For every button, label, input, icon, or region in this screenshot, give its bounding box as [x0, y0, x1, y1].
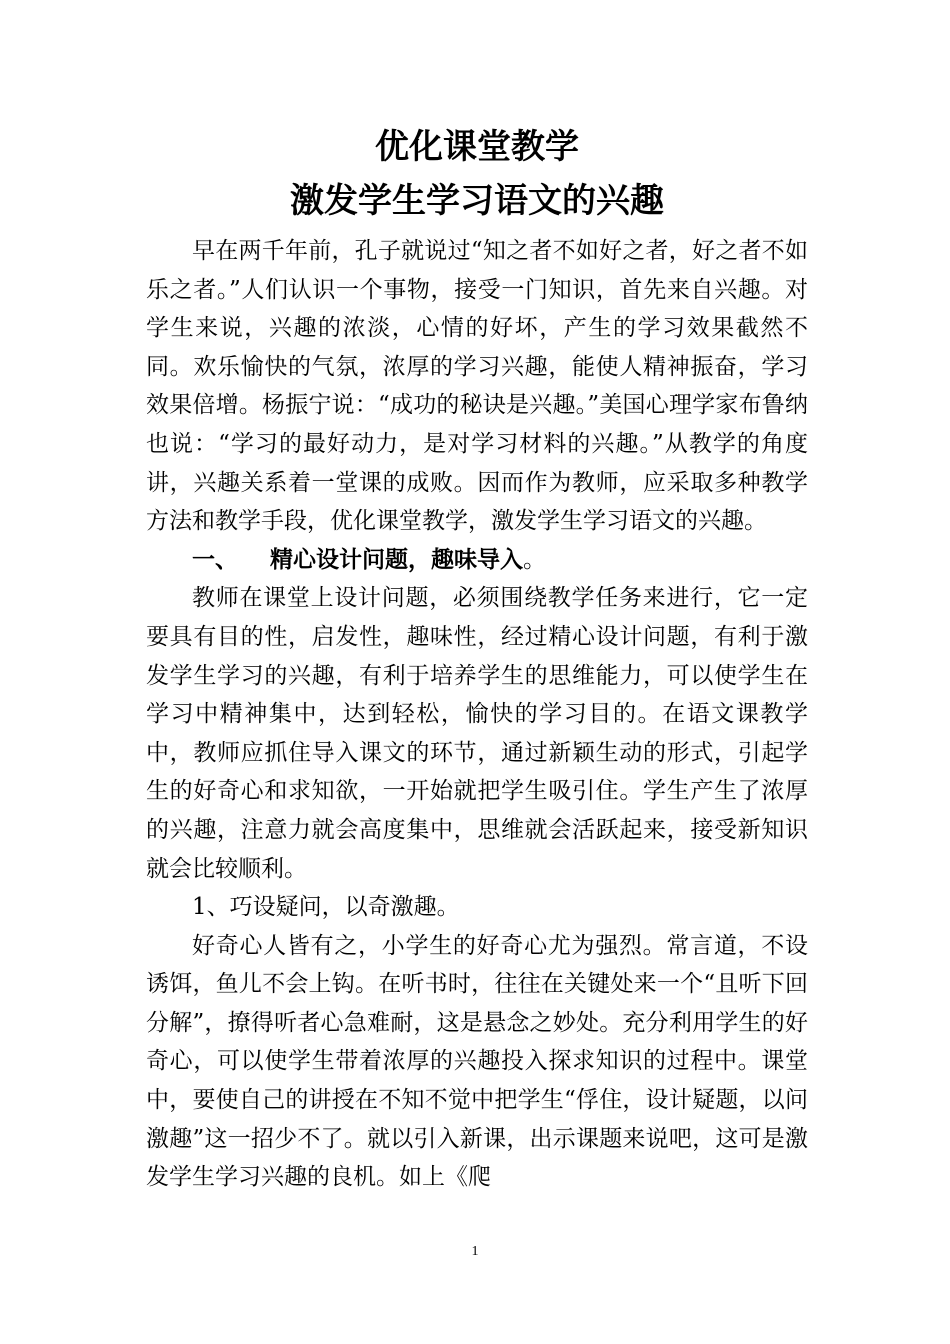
section-paragraph: 教师在课堂上设计问题，必须围绕教学任务来进行，它一定要具有目的性，启发性，趣味性，经过精心设计问题，有利于激发学生学习的兴趣，有利于培养学生的思维能力，可以使学生在学习中精神集中，达到轻松，愉快的学习目的。在语文课教学中，教师应抓住导入课文的环节，通过新颖生动的形式，引起学生的好奇心和求知欲，一开始就把学生吸引住。学生产生了浓厚的兴趣，注意力就会高度集中，思维就会活跃起来，接受新知识就会比较顺利。 [146, 585, 808, 882]
subsection-heading: 1、巧设疑问，以奇激趣。 [192, 894, 460, 921]
intro-paragraph: 早在两千年前，孔子就说过“知之者不如好之者，好之者不如乐之者。”人们认识一个事物，接受一门知识，首先来自兴趣。对学生来说，兴趣的浓淡，心情的好坏，产生的学习效果截然不同。欢乐愉快的气氛，浓厚的学习兴趣，能使人精神振奋，学习效果倍增。杨振宁说：“成功的秘诀是兴趣。”美国心理学家布鲁纳也说：“学习的最好动力，是对学习材料的兴趣。”从教学的角度讲，兴趣关系着一堂课的成败。因而作为教师，应采取多种教学方法和教学手段，优化课堂教学，激发学生学习语文的兴趣。 [146, 238, 808, 535]
section-heading-end: 。 [523, 546, 546, 573]
section-heading [146, 541, 808, 580]
document-page [146, 120, 808, 1197]
section-heading-text: 精心设计问题，趣味导入 [270, 545, 523, 573]
subsection-paragraph: 好奇心人皆有之，小学生的好奇心尤为强烈。常言道，不设诱饵，鱼儿不会上钩。在听书时，往往在关键处来一个“且听下回分解”，撩得听者心急难耐，这是悬念之妙处。充分利用学生的好奇心，可以使学生带着浓厚的兴趣投入探求知识的过程中。课堂中，要使自己的讲授在不知不觉中把学生“俘住，设计疑题，以问激趣”这一招少不了。就以引入新课，出示课题来说吧，这可是激发学生学习兴趣的良机。如上《爬 [146, 932, 808, 1191]
section-number: 一、 [192, 545, 238, 573]
page-number: 1 [471, 1244, 479, 1259]
document-title-line1: 优化课堂教学 [375, 127, 579, 167]
document-title-line2: 激发学生学习语文的兴趣 [290, 181, 664, 221]
